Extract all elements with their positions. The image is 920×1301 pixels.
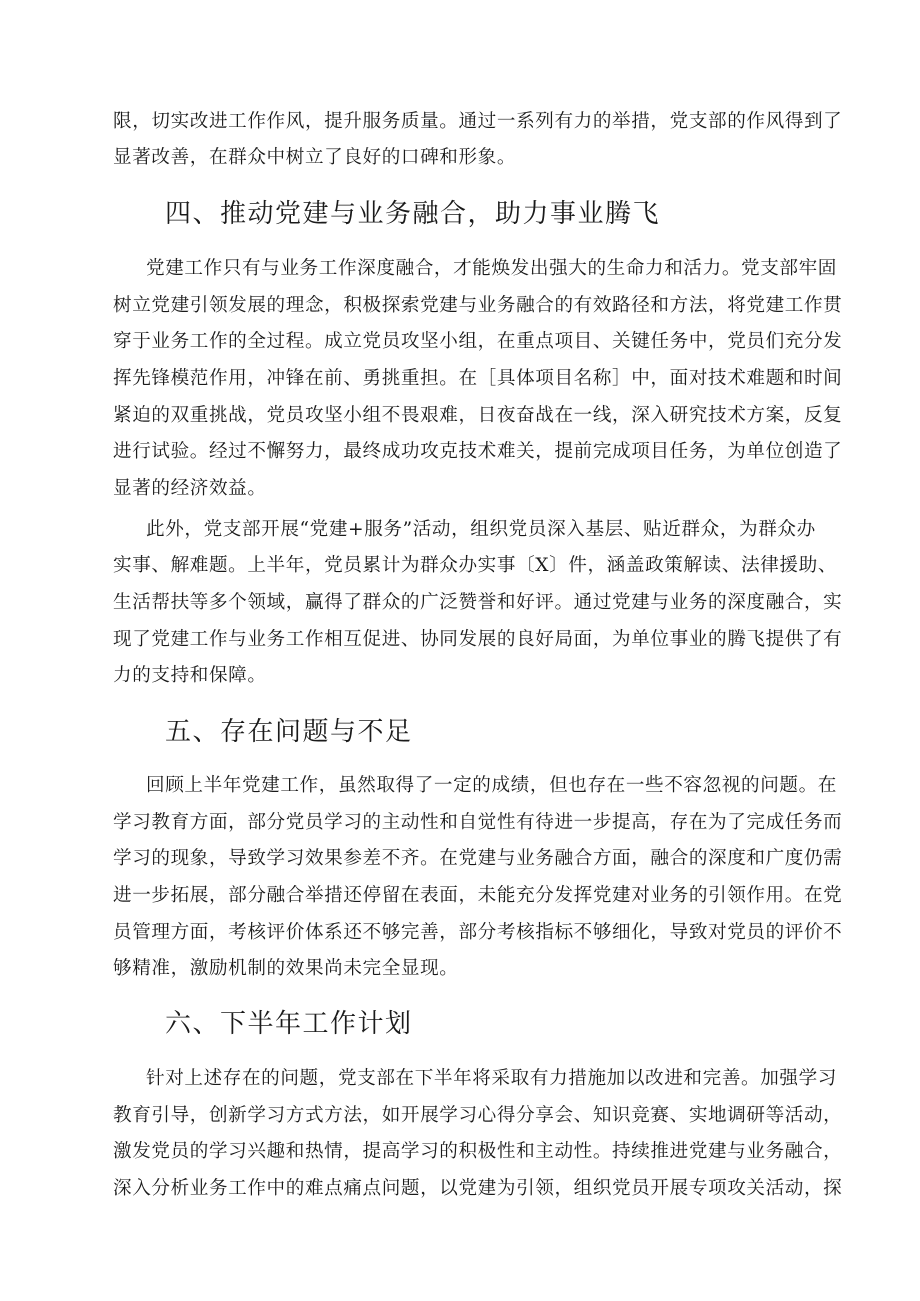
- paragraph-line: 进行试验。经过不懈努力，最终成功攻克技术难关，提前完成项目任务，为单位创造了: [113, 441, 843, 462]
- paragraph-line: 学习的现象，导致学习效果参差不齐。在党建与业务融合方面，融合的深度和广度仍需: [113, 848, 843, 869]
- paragraph-line: 党建工作只有与业务工作深度融合，才能焕发出强大的生命力和活力。党支部牢固: [146, 258, 837, 279]
- paragraph-line: 生活帮扶等多个领域，赢得了群众的广泛赞誉和好评。通过党建与业务的深度融合，实: [113, 592, 843, 613]
- paragraph-line: 限，切实改进工作作风，提升服务质量。通过一系列有力的举措，党支部的作风得到了: [113, 111, 843, 132]
- paragraph-line: 够精准，激励机制的效果尚未完全显现。: [113, 958, 459, 979]
- paragraph-line: 力的支持和保障。: [113, 665, 267, 686]
- paragraph-line: 紧迫的双重挑战，党员攻坚小组不畏艰难，日夜奋战在一线，深入研究技术方案，反复: [113, 405, 843, 426]
- paragraph-line: 学习教育方面，部分党员学习的主动性和自觉性有待进一步提高，存在为了完成任务而: [113, 812, 843, 833]
- paragraph-line: 回顾上半年党建工作，虽然取得了一定的成绩，但也存在一些不容忽视的问题。在: [146, 775, 837, 796]
- paragraph-line: 穿于业务工作的全过程。成立党员攻坚小组，在重点项目、关键任务中，党员们充分发: [113, 331, 843, 352]
- paragraph-line: 现了党建工作与业务工作相互促进、协同发展的良好局面，为单位事业的腾飞提供了有: [113, 629, 843, 650]
- paragraph-line: 挥先锋模范作用，冲锋在前、勇挑重担。在［具体项目名称］中，面对技术难题和时间: [113, 368, 843, 389]
- paragraph-line: 针对上述存在的问题，党支部在下半年将采取有力措施加以改进和完善。加强学习: [146, 1068, 837, 1089]
- section-heading-5: 五、存在问题与不足: [165, 717, 413, 747]
- paragraph-line: 深入分析业务工作中的难点痛点问题，以党建为引领，组织党员开展专项攻关活动，探: [113, 1178, 843, 1199]
- paragraph-line: 进一步拓展，部分融合举措还停留在表面，未能充分发挥党建对业务的引领作用。在党: [113, 885, 843, 906]
- section-heading-6: 六、下半年工作计划: [165, 1009, 413, 1039]
- paragraph-line: 教育引导，创新学习方式方法，如开展学习心得分享会、知识竞赛、实地调研等活动，: [113, 1105, 843, 1126]
- paragraph-line: 树立党建引领发展的理念，积极探索党建与业务融合的有效路径和方法，将党建工作贯: [113, 295, 843, 316]
- paragraph-line: 员管理方面，考核评价体系还不够完善，部分考核指标不够细化，导致对党员的评价不: [113, 922, 843, 943]
- paragraph-line: 显著的经济效益。: [113, 478, 267, 499]
- paragraph-line: 实事、解难题。上半年，党员累计为群众办实事〔X〕件，涵盖政策解读、法律援助、: [113, 555, 838, 576]
- paragraph-line: 显著改善，在群众中树立了良好的口碑和形象。: [113, 147, 517, 168]
- paragraph-line: 激发党员的学习兴趣和热情，提高学习的积极性和主动性。持续推进党建与业务融合，: [113, 1141, 843, 1162]
- paragraph-line: 此外，党支部开展“党建+服务”活动，组织党员深入基层、贴近群众，为群众办: [146, 519, 816, 540]
- section-heading-4: 四、推动党建与业务融合，助力事业腾飞: [165, 199, 661, 229]
